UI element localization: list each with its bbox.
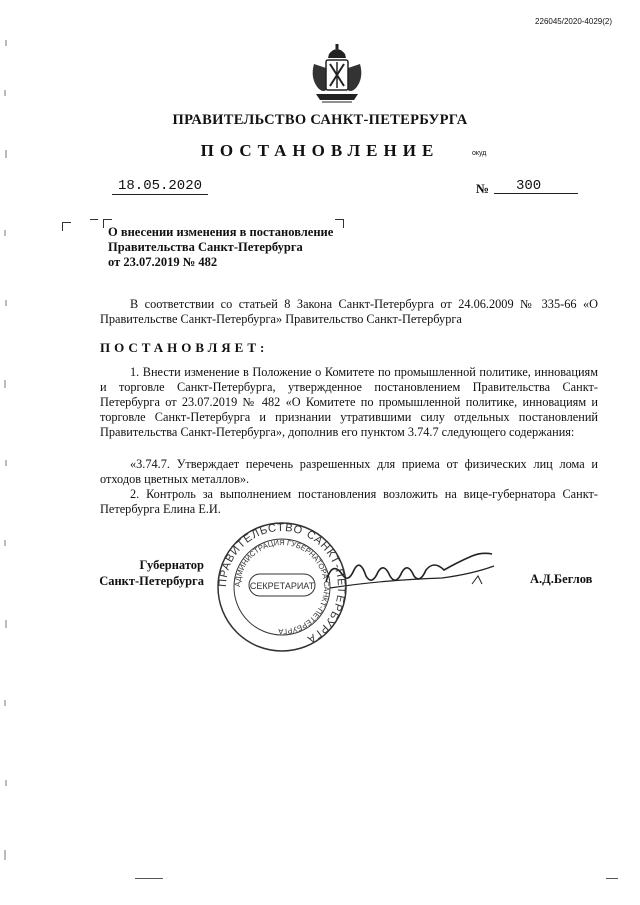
subject-block (108, 225, 333, 270)
date-underline (112, 194, 208, 195)
corner-mark (62, 222, 71, 231)
document-code: 226045/2020-4029(2) (535, 17, 612, 26)
item-1-quote: «3.74.7. Утверждает перечень разрешенных для приема от физических лиц лома и отходов цветных металлов». (100, 457, 598, 486)
item-1-paragraph: 1. Внести изменение в Положение о Комитете по промышленной политике, инновациям и торговле Санкт-Петербурга, утвержденное постановлением Правительства Санкт-Петербурга от 23.07.2019 № 482 «О Комитете по промышленной политике, инновациям и торговле Санкт-Петербурга и признании утратившими силу отдельных постановлений Правительства Санкт-Петербурга», дополнив его пунктом 3.74.7 следующего содержания: (100, 365, 598, 439)
subject-line: Правительства Санкт-Петербурга (108, 240, 303, 254)
seal-center-text: СЕКРЕТАРИАТ (249, 581, 315, 591)
subject-line: О внесении изменения в постановление (108, 225, 334, 239)
document-number: 300 (516, 178, 542, 194)
item-2-paragraph: 2. Контроль за выполнением постановления возложить на вице-губернатора Санкт-Петербурга Елина Е.И. (100, 487, 598, 516)
document-type: ПОСТАНОВЛЕНИЕ (200, 141, 440, 160)
footer-mark (135, 878, 163, 879)
footer-mark (606, 878, 618, 879)
signatory-title-line: Губернатор (139, 558, 204, 572)
number-label: № (476, 181, 490, 196)
handwritten-signature (322, 548, 502, 598)
subject-line: от 23.07.2019 № 482 (108, 255, 218, 269)
seal-outer-text: ПРАВИТЕЛЬСТВО САНКТ-ПЕТЕРБУРГА (216, 521, 348, 646)
document-date: 18.05.2020 (118, 178, 203, 194)
dash-mark (90, 219, 98, 220)
saint-petersburg-coat-of-arms-icon (302, 44, 372, 106)
preamble-paragraph: В соответствии со статьей 8 Закона Санкт-Петербурга от 24.06.2009 № 335-66 «О Правительстве Санкт-Петербурга» Правительство Санкт-Петербурга (100, 297, 598, 326)
corner-mark (335, 219, 344, 228)
signatory-title (98, 557, 204, 589)
signer-name: А.Д.Беглов (530, 572, 593, 586)
scan-margin-marks (0, 0, 14, 905)
resolves-heading: ПОСТАНОВЛЯЕТ: (100, 340, 269, 355)
okud-label: окуд (472, 150, 487, 157)
signatory-title-line: Санкт-Петербурга (99, 574, 204, 588)
seal-inner-text: АДМИНИСТРАЦИЯ ГУБЕРНАТОРА САНКТ-ПЕТЕРБУРГА (232, 537, 332, 637)
government-name: ПРАВИТЕЛЬСТВО САНКТ-ПЕТЕРБУРГА (172, 112, 468, 128)
